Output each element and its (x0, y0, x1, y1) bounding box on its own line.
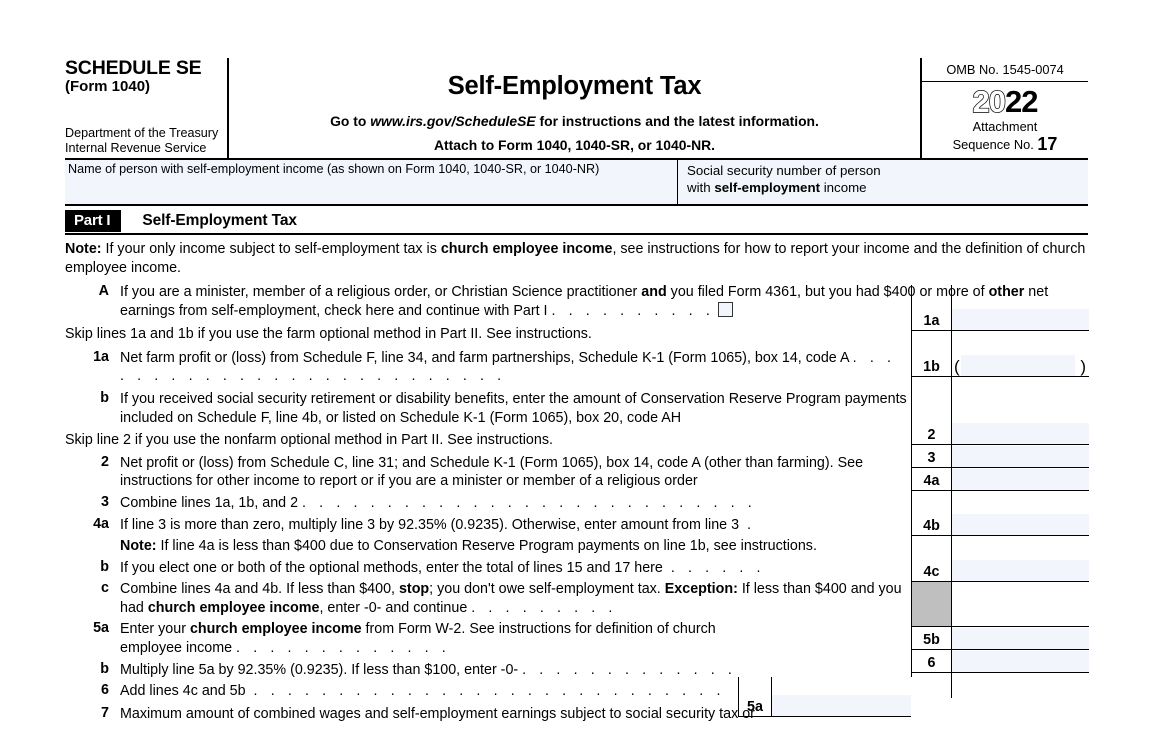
amount-row-4b-label: 4b (912, 491, 952, 535)
attachment-label: Attachment (972, 119, 1038, 134)
amount-row-4a-label: 4a (912, 468, 952, 490)
line-6-body: Add lines 4c and 5b (120, 683, 246, 700)
line-4a-note-bold: Note: (120, 538, 157, 555)
attach-to-line: Attach to Form 1040, 1040-SR, or 1040-NR. (434, 137, 715, 153)
line-4c-dots: . . . . . . . . . (471, 599, 617, 616)
tax-year-digits: 22 (1005, 84, 1038, 119)
line-4c-bold-3: church employee income (147, 599, 320, 616)
line-4c-text (120, 580, 910, 617)
line-5a-seg-2: from Form W-2. See instructions for definition of church employee income (120, 621, 716, 656)
line-4b-text (120, 559, 1088, 578)
line-4c-bold-1: stop (398, 581, 430, 598)
amount-row-3-label: 3 (912, 445, 952, 467)
line-1b (65, 390, 1088, 427)
line-4b-number: b (100, 558, 109, 575)
line-A-seg-2: you filed Form 4361, but you had $400 or more of (666, 284, 989, 301)
schedule-title: SCHEDULE SE (65, 57, 202, 79)
line-1a (65, 349, 1088, 386)
department-line-2: Internal Revenue Service (65, 141, 207, 156)
schedule-subtitle: (Form 1040) (65, 78, 151, 96)
tax-year-block (922, 82, 1088, 155)
omb-number: OMB No. 1545-0074 (922, 58, 1088, 82)
line-5b (65, 661, 1088, 680)
tax-year-century: 20 (972, 84, 1005, 119)
line-4a-note-body: If line 4a is less than $400 due to Conservation Reserve Program payments on line 1b, see instructions. (156, 538, 817, 555)
line-A-bold-2: other (988, 284, 1025, 301)
part-1-tag: Part I (65, 210, 121, 232)
line-3 (65, 494, 1088, 513)
line-4c-bold-2: Exception: (664, 581, 738, 598)
line-5a (65, 620, 1088, 657)
form-body (65, 235, 1088, 723)
ssn-field-cell[interactable] (678, 160, 1088, 204)
line-1a-number: 1a (93, 348, 109, 365)
line-4a-dots: . (747, 516, 756, 533)
line-3-dots: . . . . . . . . . . . . . . . . . . . . . . . . . . . (302, 494, 757, 511)
schedule-se-form (65, 58, 1088, 723)
top-note-bold-2: church employee income (440, 241, 613, 257)
line-6-text (120, 682, 1088, 701)
header-center-block (229, 58, 920, 158)
line-1b-number: b (100, 390, 109, 407)
line-1a-dots: . . . . . . . . . . . . . . . . . . . . . . . . . . (120, 349, 896, 385)
name-field-cell[interactable] (65, 160, 678, 204)
ssn-label-line-1: Social security number of person (687, 163, 881, 178)
line-6 (65, 682, 1088, 701)
line-4c (65, 580, 1088, 617)
part-1-title: Self-Employment Tax (142, 211, 297, 229)
line-5a-inline-label: 5a (739, 677, 772, 716)
top-note-text-2: , see instructions for how to report your income and the definition of church employee income. (65, 241, 1086, 276)
amount-row-1a-field[interactable] (952, 285, 1089, 330)
amount-row-6-label: 6 (912, 650, 952, 672)
ssn-label-pre: with (687, 179, 715, 195)
paren-left: ( (954, 357, 960, 376)
line-4c-seg-4: , enter -0- and continue (319, 599, 468, 616)
department-line-1: Department of the Treasury (65, 125, 219, 140)
line-2-text: Net profit or (loss) from Schedule C, line 31; and Schedule K-1 (Form 1065), box 14, code A (other than farming). See instructions for other income to report or if you are a minister or member of a religious order (120, 454, 864, 490)
line-1a-text (120, 349, 910, 386)
top-note (65, 235, 1088, 277)
line-3-number: 3 (101, 493, 109, 510)
header-left-block (65, 58, 229, 158)
line-4c-seg-3: If less than $400 and you had (120, 581, 902, 616)
line-5a-number: 5a (93, 620, 109, 637)
line-2 (65, 454, 1088, 491)
line-A-dots: . . . . . . . . . . (551, 302, 715, 319)
line-5b-text (120, 661, 1088, 680)
amount-row-1b-label: 1b (912, 331, 952, 376)
line-4a-note (65, 537, 1088, 556)
line-5b-number: b (100, 660, 109, 677)
line-5a-bold-1: church employee income (189, 621, 362, 638)
line-1b-text: If you received social security retirement or disability benefits, enter the amount of Conservation Reserve Program payments included on Schedule F, line 4b, or listed on Schedule K-1 (Form 1065), box 20, code AH (120, 391, 907, 426)
ssn-label-post: income (820, 179, 867, 195)
line-7 (65, 705, 1088, 724)
top-note-text-1: If your only income subject to self-employment tax is (101, 241, 441, 257)
line-5a-dots: . . . . . . . . . . . . . (236, 639, 451, 656)
line-4c-number: c (101, 580, 109, 597)
line-4a-body: If line 3 is more than zero, multiply line 3 by 92.35% (0.9235). Otherwise, enter amount from line 3 (120, 516, 740, 533)
line-3-body: Combine lines 1a, 1b, and 2 (120, 494, 299, 511)
line-5b-body: Multiply line 5a by 92.35% (0.9235). If less than $100, enter -0- (120, 661, 519, 678)
line-4b-body: If you elect one or both of the optional methods, enter the total of lines 15 and 17 here (120, 559, 663, 576)
form-title: Self-Employment Tax (447, 72, 702, 100)
skip-line-2: Skip line 2 if you use the nonfarm optional method in Part II. See instructions. (65, 432, 553, 449)
goto-prefix: Go to (330, 113, 371, 129)
line-4a-number: 4a (93, 515, 109, 532)
amount-row-2-label: 2 (912, 399, 952, 444)
paren-right: ) (1080, 357, 1086, 376)
line-4a-text (120, 516, 1088, 535)
line-7-number: 7 (101, 704, 109, 721)
line-A-seg-1: If you are a minister, member of a religious order, or Christian Science practitioner (120, 284, 642, 301)
line-A-checkbox[interactable] (718, 302, 733, 317)
line-4a-note-text (120, 537, 1088, 556)
line-A-seg-3: net earnings from self-employment, check here and continue with Part I (120, 284, 1049, 319)
line-4c-seg-2: ; you don't owe self-employment tax. (429, 581, 665, 598)
amount-row-1a-label: 1a (912, 285, 952, 330)
amount-row-4c-label: 4c (912, 536, 952, 581)
part-1-banner (65, 208, 1088, 235)
line-4b-dots: . . . . . . (670, 559, 766, 576)
line-5a-text (120, 620, 735, 657)
line-6-dots: . . . . . . . . . . . . . . . . . . . . . . . . . . . . (253, 683, 726, 700)
line-7-text: Maximum amount of combined wages and self-employment earnings subject to social security tax or (120, 705, 755, 722)
goto-suffix: for instructions and the latest information. (535, 113, 819, 129)
form-header (65, 58, 1088, 158)
line-3-text (120, 494, 1088, 513)
line-2-number: 2 (101, 453, 109, 470)
line-5a-seg-1: Enter your (120, 621, 190, 638)
attachment-sequence (922, 119, 1088, 155)
line-A-number: A (98, 283, 109, 300)
sequence-number: 17 (1037, 134, 1058, 155)
identity-row (65, 158, 1088, 206)
top-note-bold: Note: (65, 241, 102, 257)
sequence-line (922, 134, 1088, 155)
line-6-number: 6 (101, 682, 109, 699)
amount-row-1a (912, 285, 1089, 331)
line-4b (65, 559, 1088, 578)
ssn-label-bold: self-employment (714, 179, 821, 195)
header-right-block (920, 58, 1088, 158)
skip-lines-1a-1b: Skip lines 1a and 1b if you use the farm optional method in Part II. See instructions. (65, 326, 592, 343)
department-block (65, 126, 218, 157)
sequence-label: Sequence No. (952, 137, 1034, 153)
line-A-bold-1: and (641, 284, 667, 301)
tax-year (922, 86, 1088, 117)
amount-row-5b-label: 5b (912, 627, 952, 649)
line-5b-dots: . . . . . . . . . . . . . (522, 661, 737, 678)
ssn-label-line-2 (687, 180, 1088, 197)
goto-instructions-line (229, 113, 920, 129)
goto-url: www.irs.gov/ScheduleSE (370, 113, 536, 129)
line-4a (65, 516, 1088, 535)
name-field-label: Name of person with self-employment income (as shown on Form 1040, 1040-SR, or 1040-NR) (68, 162, 600, 176)
line-4c-seg-1: Combine lines 4a and 4b. If less than $400, (120, 581, 399, 598)
line-1a-body: Net farm profit or (loss) from Schedule F, line 34, and farm partnerships, Schedule K-1 (Form 1065), box 14, code A (120, 349, 849, 366)
